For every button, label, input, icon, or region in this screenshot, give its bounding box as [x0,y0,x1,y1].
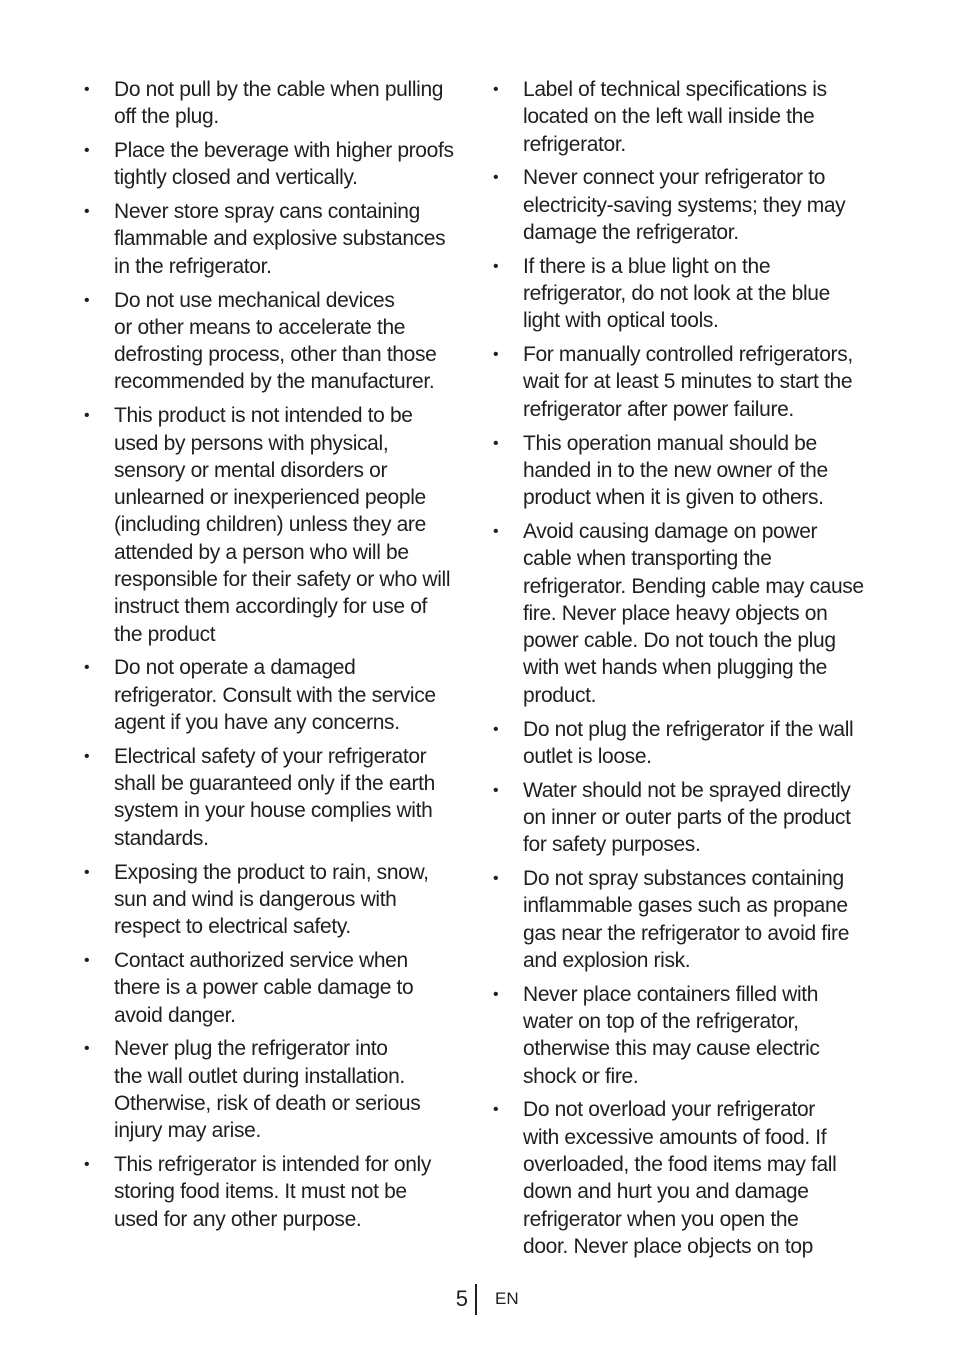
bullet-item [82,76,467,131]
bullet-item [82,137,467,192]
bullet-dot-icon: • [84,203,90,221]
bullet-text: Water should not be sprayed directly on inner or outer parts of the product for safety purposes. [523,778,851,857]
bullet-text: Never store spray cans containing flammable and explosive substances in the refrigerator. [114,200,446,278]
bullet-item [82,198,467,280]
bullet-item [82,287,467,396]
bullet-dot-icon: • [493,870,499,888]
bullet-text: Never place containers filled with water on top of the refrigerator, otherwise this may cause electric shock or fire. [523,982,820,1088]
bullet-text: This refrigerator is intended for only storing food items. It must not be used for any other purpose. [114,1152,432,1231]
bullet-dot-icon: • [84,1040,90,1058]
left-bullet-list [82,76,467,1239]
bullet-dot-icon: • [493,985,499,1003]
page-footer [0,1284,954,1316]
bullet-dot-icon: • [493,434,499,452]
bullet-item [491,341,876,423]
bullet-item [82,1035,467,1144]
footer-divider [475,1284,477,1315]
bullet-text: Do not spray substances containing inflammable gases such as propane gas near the refrigerator to avoid fire and explosion risk. [523,867,850,972]
bullet-dot-icon: • [84,863,90,881]
bullet-text: If there is a blue light on the refrigerator, do not look at the blue light with optical tools. [523,254,830,333]
bullet-dot-icon: • [84,659,90,677]
bullet-dot-icon: • [493,169,499,187]
bullet-item [491,1096,876,1260]
bullet-item [491,865,876,974]
bullet-item [82,947,467,1029]
bullet-item [491,518,876,709]
bullet-dot-icon: • [84,81,90,98]
bullet-text: Avoid causing damage on power cable when transporting the refrigerator. Bending cable may cause fire. Never place heavy objects on power cable. Do not touch the plug with wet hands when plugging the product. [523,519,864,707]
bullet-item [491,981,876,1090]
bullet-text: Do not overload your refrigerator with excessive amounts of food. If overloaded, the food items may fall down and hurt you and damage refrigerator when you open the door. Never place objects on top [523,1098,837,1258]
bullet-dot-icon: • [493,257,499,275]
bullet-text: Never connect your refrigerator to electricity-saving systems; they may damage the refrigerator. [523,166,846,244]
page-number: 5 [455,1286,468,1311]
bullet-text: Do not plug the refrigerator if the wall outlet is loose. [523,717,854,768]
language-code: EN [495,1289,519,1308]
bullet-dot-icon: • [493,781,499,799]
bullet-dot-icon: • [84,407,90,425]
bullet-dot-icon: • [493,720,499,738]
right-bullet-list [491,76,876,1267]
bullet-text: For manually controlled refrigerators, wait for at least 5 minutes to start the refrigerator after power failure. [523,343,853,421]
bullet-item [82,402,467,648]
bullet-item [491,76,876,158]
bullet-text: Do not use mechanical devices or other means to accelerate the defrosting process, other than those recommended by the manufacturer. [114,288,437,394]
bullet-dot-icon: • [84,747,90,765]
bullet-text: Label of technical specifications is located on the left wall inside the refrigerator. [523,78,827,156]
bullet-dot-icon: • [84,142,90,160]
bullet-dot-icon: • [84,1155,90,1173]
bullet-text: Do not operate a damaged refrigerator. Consult with the service agent if you have any concerns. [114,656,436,735]
bullet-dot-icon: • [493,81,499,98]
bullet-dot-icon: • [84,291,90,309]
bullet-item [82,1151,467,1233]
bullet-text: This product is not intended to be used by persons with physical, sensory or mental disorders or unlearned or inexperienced people (including children) unless they are attended by a person who will be responsible for their safety or who will instruct them accordingly for use of the product [114,404,451,646]
bullet-text: Contact authorized service when there is a power cable damage to avoid danger. [114,948,414,1027]
bullet-text: Place the beverage with higher proofs tightly closed and vertically. [114,139,454,190]
bullet-dot-icon: • [493,346,499,364]
bullet-item [491,430,876,512]
bullet-item [491,777,876,859]
bullet-item [491,716,876,771]
bullet-dot-icon: • [493,522,499,540]
bullet-item [491,253,876,335]
bullet-dot-icon: • [493,1101,499,1119]
bullet-item [491,164,876,246]
bullet-text: Electrical safety of your refrigerator shall be guaranteed only if the earth system in your house complies with standards. [114,744,435,850]
bullet-dot-icon: • [84,951,90,969]
bullet-text: Exposing the product to rain, snow, sun and wind is dangerous with respect to electrical safety. [114,860,429,939]
bullet-text: This operation manual should be handed in to the new owner of the product when it is given to others. [523,431,828,510]
bullet-text: Never plug the refrigerator into the wall outlet during installation. Otherwise, risk of death or serious injury may arise. [114,1037,421,1143]
bullet-item [82,654,467,736]
bullet-text: Do not pull by the cable when pulling off the plug. [114,78,444,129]
bullet-item [82,743,467,852]
bullet-item [82,859,467,941]
